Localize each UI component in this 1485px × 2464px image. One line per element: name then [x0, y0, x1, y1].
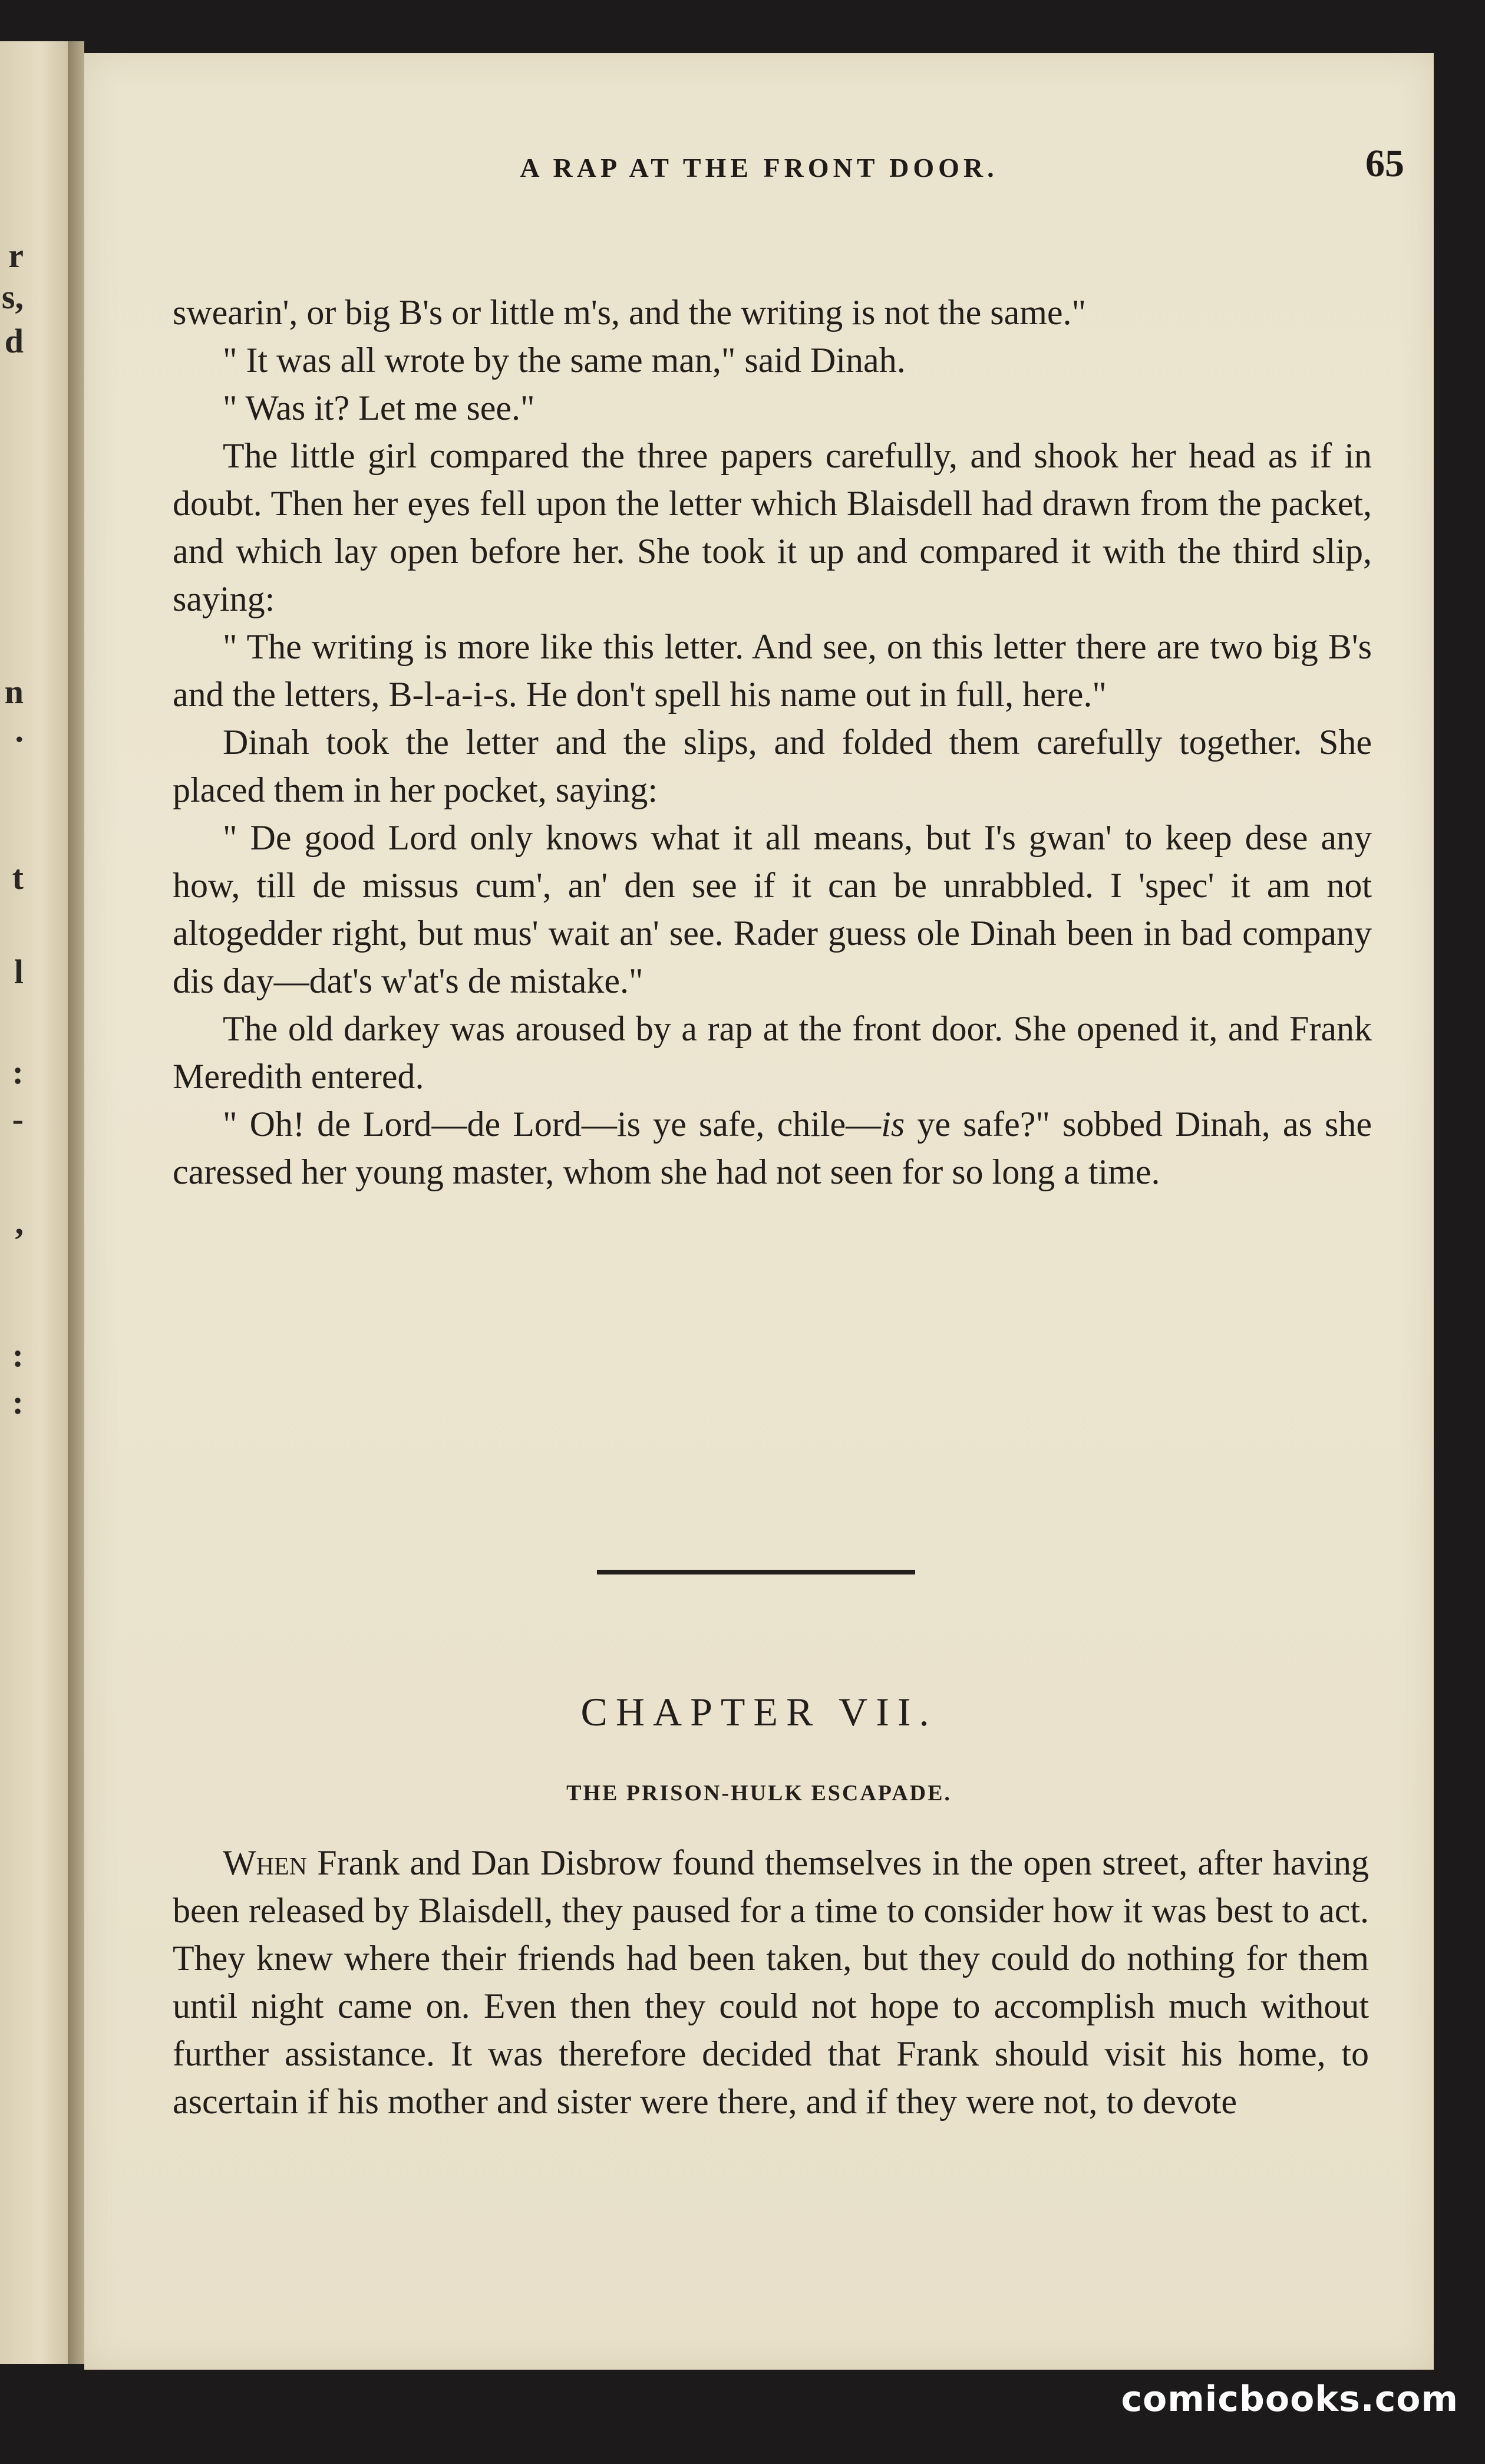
paragraph: " De good Lord only knows what it all means, but I's gwan' to keep dese any how, till de missus cum', an' den see if it can be unrabbled. I 'spec' it am not altogedder right, but mus' wait an' see. Rader guess ole Dinah been in bad company dis day—dat's w'at's de mistake.": [173, 818, 1372, 1000]
facing-page-fragment: :: [12, 1053, 24, 1091]
facing-page-fragment: :: [12, 1383, 24, 1421]
book-gutter: [68, 41, 84, 2364]
chapter-subtitle: THE PRISON-HULK ESCAPADE.: [566, 1781, 952, 1806]
paragraph: The old darkey was aroused by a rap at the front door. She opened it, and Frank Meredith entered.: [173, 1009, 1372, 1096]
facing-page-fragment: t: [12, 858, 24, 897]
chapter-lead-word: When: [223, 1843, 307, 1882]
paragraph: swearin', or big B's or little m's, and the writing is not the same.": [173, 293, 1087, 332]
paragraph-part: Frank and Dan Disbrow found themselves in the open street, after having been released by Blaisdell, they paused for a time to consider how it was best to act. They knew where their friends had been taken, but they could do nothing for them until night came on. Even then they could not hope to accomplish much without further assistance. It was therefore decided that Frank should visit his home, to ascertain if his mother and sister were there, and if they were not, to devote: [173, 1843, 1369, 2121]
emphasis: is: [881, 1105, 905, 1144]
facing-page-fragment: -: [12, 1100, 24, 1138]
facing-page-fragment: d: [4, 322, 24, 360]
facing-page-fragment: r: [8, 236, 24, 275]
facing-page-fragment: .: [15, 711, 24, 749]
paragraph: [173, 1839, 1369, 2126]
paragraph-part: " Oh! de Lord—de Lord—is ye safe, chile—: [223, 1105, 882, 1144]
paragraph: The little girl compared the three papers carefully, and shook her head as if in doubt. Then her eyes fell upon the letter which Blaisdell had drawn from the packet, and which lay open before her. She took it up and compared it with the third slip, saying:: [173, 436, 1372, 618]
facing-page-edge: [0, 41, 68, 2364]
facing-page-fragment: s,: [1, 278, 24, 316]
facing-page-fragment: l: [14, 953, 24, 991]
paragraph: " It was all wrote by the same man," said Dinah.: [223, 341, 906, 380]
facing-page-fragment: n: [4, 673, 24, 711]
facing-page-fragment: ,: [15, 1203, 24, 1241]
running-head: A RAP AT THE FRONT DOOR.: [520, 153, 998, 183]
paragraph: Dinah took the letter and the slips, and folded them carefully together. She placed them in her pocket, saying:: [173, 723, 1372, 809]
watermark: comicbooks.com: [1121, 2379, 1458, 2420]
section-divider: [597, 1570, 915, 1574]
chapter-body: [173, 1839, 1369, 2126]
book-page: [84, 53, 1434, 2370]
page-number: 65: [1365, 142, 1404, 185]
paragraph: " The writing is more like this letter. And see, on this letter there are two big B's and the letters, B-l-a-i-s. He don't spell his name out in full, here.": [173, 627, 1372, 714]
chapter-title: CHAPTER VII.: [580, 1689, 938, 1734]
page-body: [173, 289, 1372, 1196]
paragraph-part: ye safe?" sobbed Dinah, as she caressed her young master, whom she had not seen for so long a time.: [173, 1105, 1372, 1191]
paragraph: " Was it? Let me see.": [223, 388, 535, 427]
paragraph: [173, 1101, 1372, 1196]
facing-page-fragment: :: [12, 1336, 24, 1374]
